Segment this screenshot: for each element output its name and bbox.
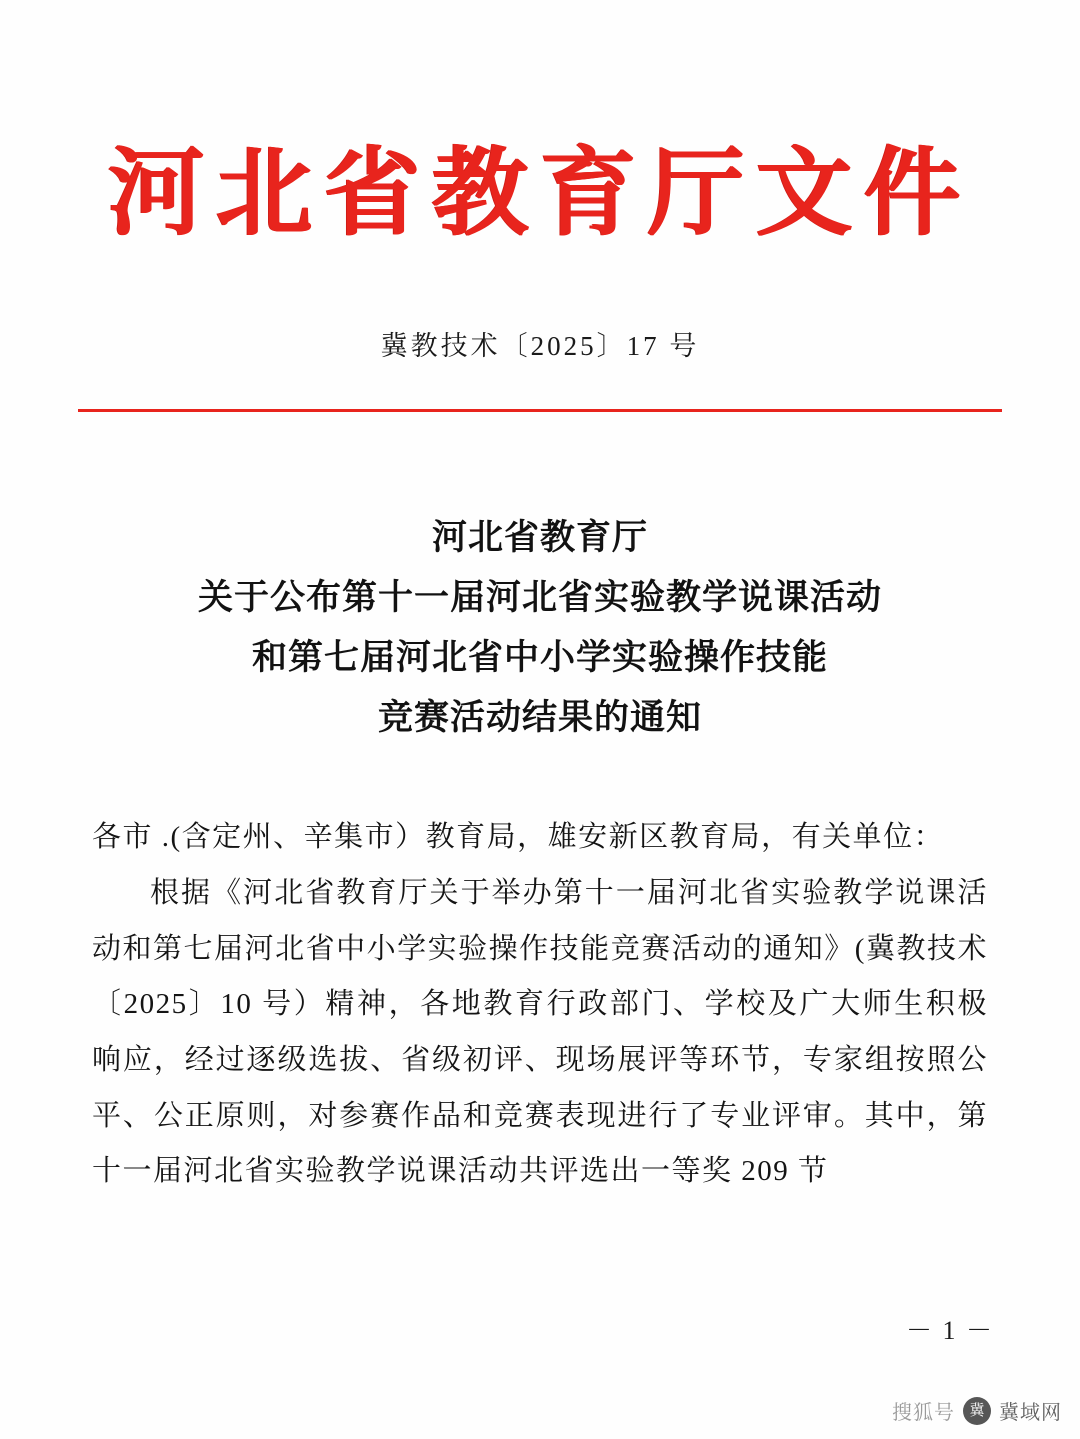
red-divider-rule bbox=[78, 409, 1002, 412]
title-line-4: 竞赛活动结果的通知 bbox=[377, 697, 702, 739]
title-line-3: 和第七届河北省中小学实验操作技能 bbox=[251, 636, 828, 678]
addressee-paragraph: 各市 .(含定州、辛集市）教育局，雄安新区教育局，有关单位： bbox=[92, 821, 945, 854]
watermark bbox=[892, 1396, 1062, 1425]
watermark-source-label: 搜狐号 bbox=[892, 1402, 955, 1424]
document-body bbox=[92, 810, 988, 1200]
body-paragraph-1: 根据《河北省教育厅关于举办第十一届河北省实验教学说课活动和第七届河北省中小学实验操作技能竞赛活动的通知》(冀教技术〔2025〕10 号）精神，各地教育行政部门、学校及广大师生积极响应，经过逐级选拔、省级初评、现场展评等环节，专家组按照公平、公正原则，对参赛作品和竞赛表现进行了专业评审。其中，第十一届河北省实验教学说课活动共评选出一等奖 209 节 bbox=[92, 877, 988, 1188]
watermark-brand: 冀域网 bbox=[999, 1402, 1062, 1424]
page-number: － 1 － bbox=[905, 1316, 994, 1345]
document-masthead: 河北省教育厅文件 bbox=[108, 136, 972, 249]
watermark-logo-icon: 冀 bbox=[963, 1397, 991, 1425]
document-title bbox=[0, 508, 1080, 749]
title-line-2: 关于公布第十一届河北省实验教学说课活动 bbox=[197, 576, 882, 618]
title-line-1: 河北省教育厅 bbox=[431, 516, 648, 558]
document-number: 冀教技术〔2025〕17 号 bbox=[380, 330, 700, 361]
